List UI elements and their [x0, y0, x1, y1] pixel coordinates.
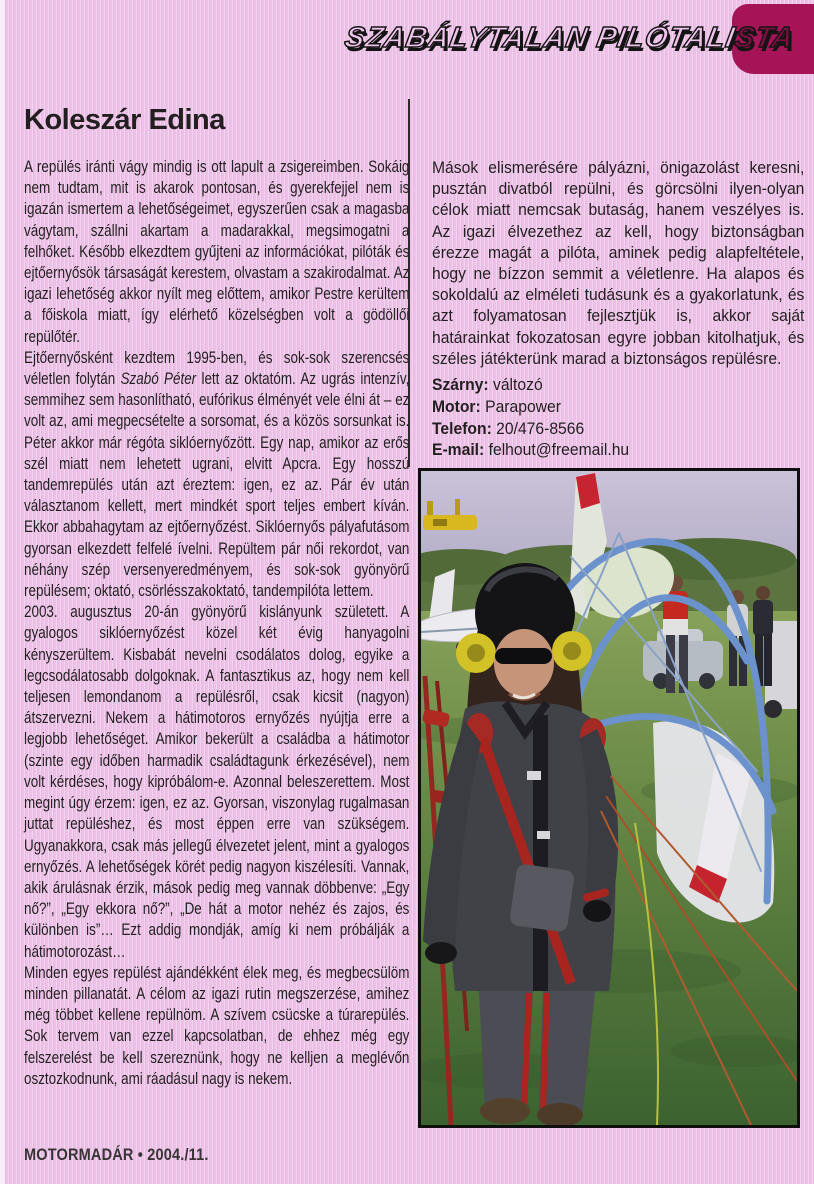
spec-phone-label: Telefon:	[432, 419, 492, 438]
spec-motor-value: Parapower	[485, 397, 561, 416]
spec-motor-label: Motor:	[432, 397, 481, 416]
paragraph-2-start: Ejtőernyősként kezdtem 1995-ben, és sok-sok szerencsés véletlen folytán	[24, 348, 410, 389]
spec-email-value: felhout@freemail.hu	[488, 441, 630, 460]
spec-wing-label: Szárny:	[432, 376, 489, 395]
paragraph-2	[24, 348, 409, 602]
magazine-section-title	[342, 22, 797, 55]
left-column	[24, 157, 409, 1090]
paragraph-1: A repülés iránti vágy mindig is ott lapult a zsigereimben. Sokáig nem tudtam, mit is akarok pontosan, és gyerekfejjel nem is igazán ismertem a lehetőségeimet, egyszerűen csak a magasba vágytam, szállni akartam a madarakkal, megsimogatni a felhőket. Később elkezdtem gyűjteni az információkat, pilóták és ejtőernyősök társaságát kerestem, olvastam a szakirodalmat. Az igazi lehetőség akkor nyílt meg előttem, amikor Pestre kerültem a főiskola miatt, így elérhető közelségben volt a gödöllői repülőtér.	[24, 158, 410, 346]
paragraph-2-end: lett az oktatóm. Az ugrás intenzív, semmihez sem hasonlítható, eufórikus élményét vele élni át – ez volt az, ami megpecsételte a sorsomat, és a közös sorsunkat is. Péter akkor már régóta siklóernyőzött. Egy nap, amikor az erős szél miatt nem lehetett ugrani, elvitt Apcra. Egy hosszú tandemrepülés után azt éreztem: igen, ez az. Pár év után választanom kellett, mert mindkét sport teljes embert kíván. Ekkor abbahagytam az ejtőernyőzést. Siklóernyős pályafutásom gyorsan elkezdett felfelé ívelni. Repültem pár női rekordot, van néhány szép versenyeredményem, és sok-sok gyönyörű repülésem; oktató, csörlésszakoktató, tandempilóta lettem.	[24, 370, 410, 601]
masthead-text: SZABÁLYTALAN PILÓTALI	[342, 22, 739, 54]
paragraph-5: Mások elismerésére pályázni, önigazolást keresni, pusztán divatból repülni, és görcsölni ilyen-olyan célok miatt nemcsak butaság, hanem veszélyes is. Az igazi élvezethez az kell, hogy biztonságban érezze magát a pilóta, aminek pedig alapfeltétele, hogy ne bízzon semmit a véletlenre. Ha alapos és sokoldalú az elméleti tudásunk és a gyakorlatunk, és azt folyamatosan fejlesztjük is, akkor saját határainkat fokozatosan egyre jobban kitolhatjuk, és széles játékterünk marad a biztonságos repülésre.	[432, 159, 805, 368]
scan-edge	[0, 0, 5, 1184]
photo-scene	[421, 471, 797, 1125]
instructor-name: Szabó Péter	[120, 370, 197, 389]
glove-right	[583, 900, 611, 922]
spec-phone-value: 20/476-8566	[496, 419, 585, 438]
spec-phone	[432, 419, 804, 441]
pilot-specs	[432, 375, 804, 462]
masthead-text-on-tab: STA	[732, 22, 797, 54]
right-column	[432, 158, 804, 462]
glove-left	[425, 942, 457, 964]
paragraph-4: Minden egyes repülést ajándékként élek meg, és megbecsülöm minden pillanatát. A célom az igazi rutin megszerzése, amihez még többet kellene repülnöm. A szívem csücske a túrarepülés. Sok tervem van ezzel kapcsolatban, de ehhez még egy felszerelést be kell szereznünk, hogy ne kelljen a meglévőn osztozkodnunk, ami ráadásul nagy is nekem.	[24, 963, 410, 1088]
waist-pack	[509, 863, 575, 932]
paragraph-3: 2003. augusztus 20-án gyönyörű kislányunk született. A gyalogos siklóernyőzést közel két évig hanyagolni kényszerültem. Kisbabát nevelni csodálatos dolog, egyike a legcsodálatosabb dolgoknak. A fantasztikus az, hogy nem kell teljesen lemondanom a repülésről, csak kicsit (nagyon) átszervezni. Nekem a hátimotoros ernyőzés nyújtja erre a legjobb lehetőséget. Amikor bekerült a családba a hátimotor (szinte egy időben harmadik családtagunk érkezésével), nem volt kérdéses, hogy kipróbálom-e. Azonnal beleszerettem. Most megint úgy érzem: igen, ez az. Gyorsan, viszonylag rugalmasan juttat repüléshez, és most éppen erre van szükségem. Ugyanakkora, csak más jellegű élvezetet jelent, mint a gyalogos ernyőzés. A lehetőségek körét pedig nagyon kiszélesíti. Vannak, akik árulásnak érzik, mások pedig meg vannak döbbenve: „Egy nő?”, „Egy ekkora nő?”, „De hát a motor nehéz és zajos, és különben is”… Ezt addig mondják, amíg ki nem próbálják a hátimotorozást…	[24, 603, 410, 961]
harness-strap-center	[533, 715, 548, 991]
spec-wing	[432, 375, 804, 397]
spec-email	[432, 440, 804, 462]
spec-motor	[432, 397, 804, 419]
sunglasses	[495, 648, 552, 664]
magazine-credit: MOTORMADÁR • 2004./11.	[24, 1146, 209, 1164]
spec-wing-value: változó	[492, 376, 543, 395]
boot-left	[480, 1098, 530, 1124]
article-heading: Koleszár Edina	[24, 104, 225, 136]
pilot-photo	[418, 468, 800, 1128]
spec-email-label: E-mail:	[432, 441, 485, 460]
